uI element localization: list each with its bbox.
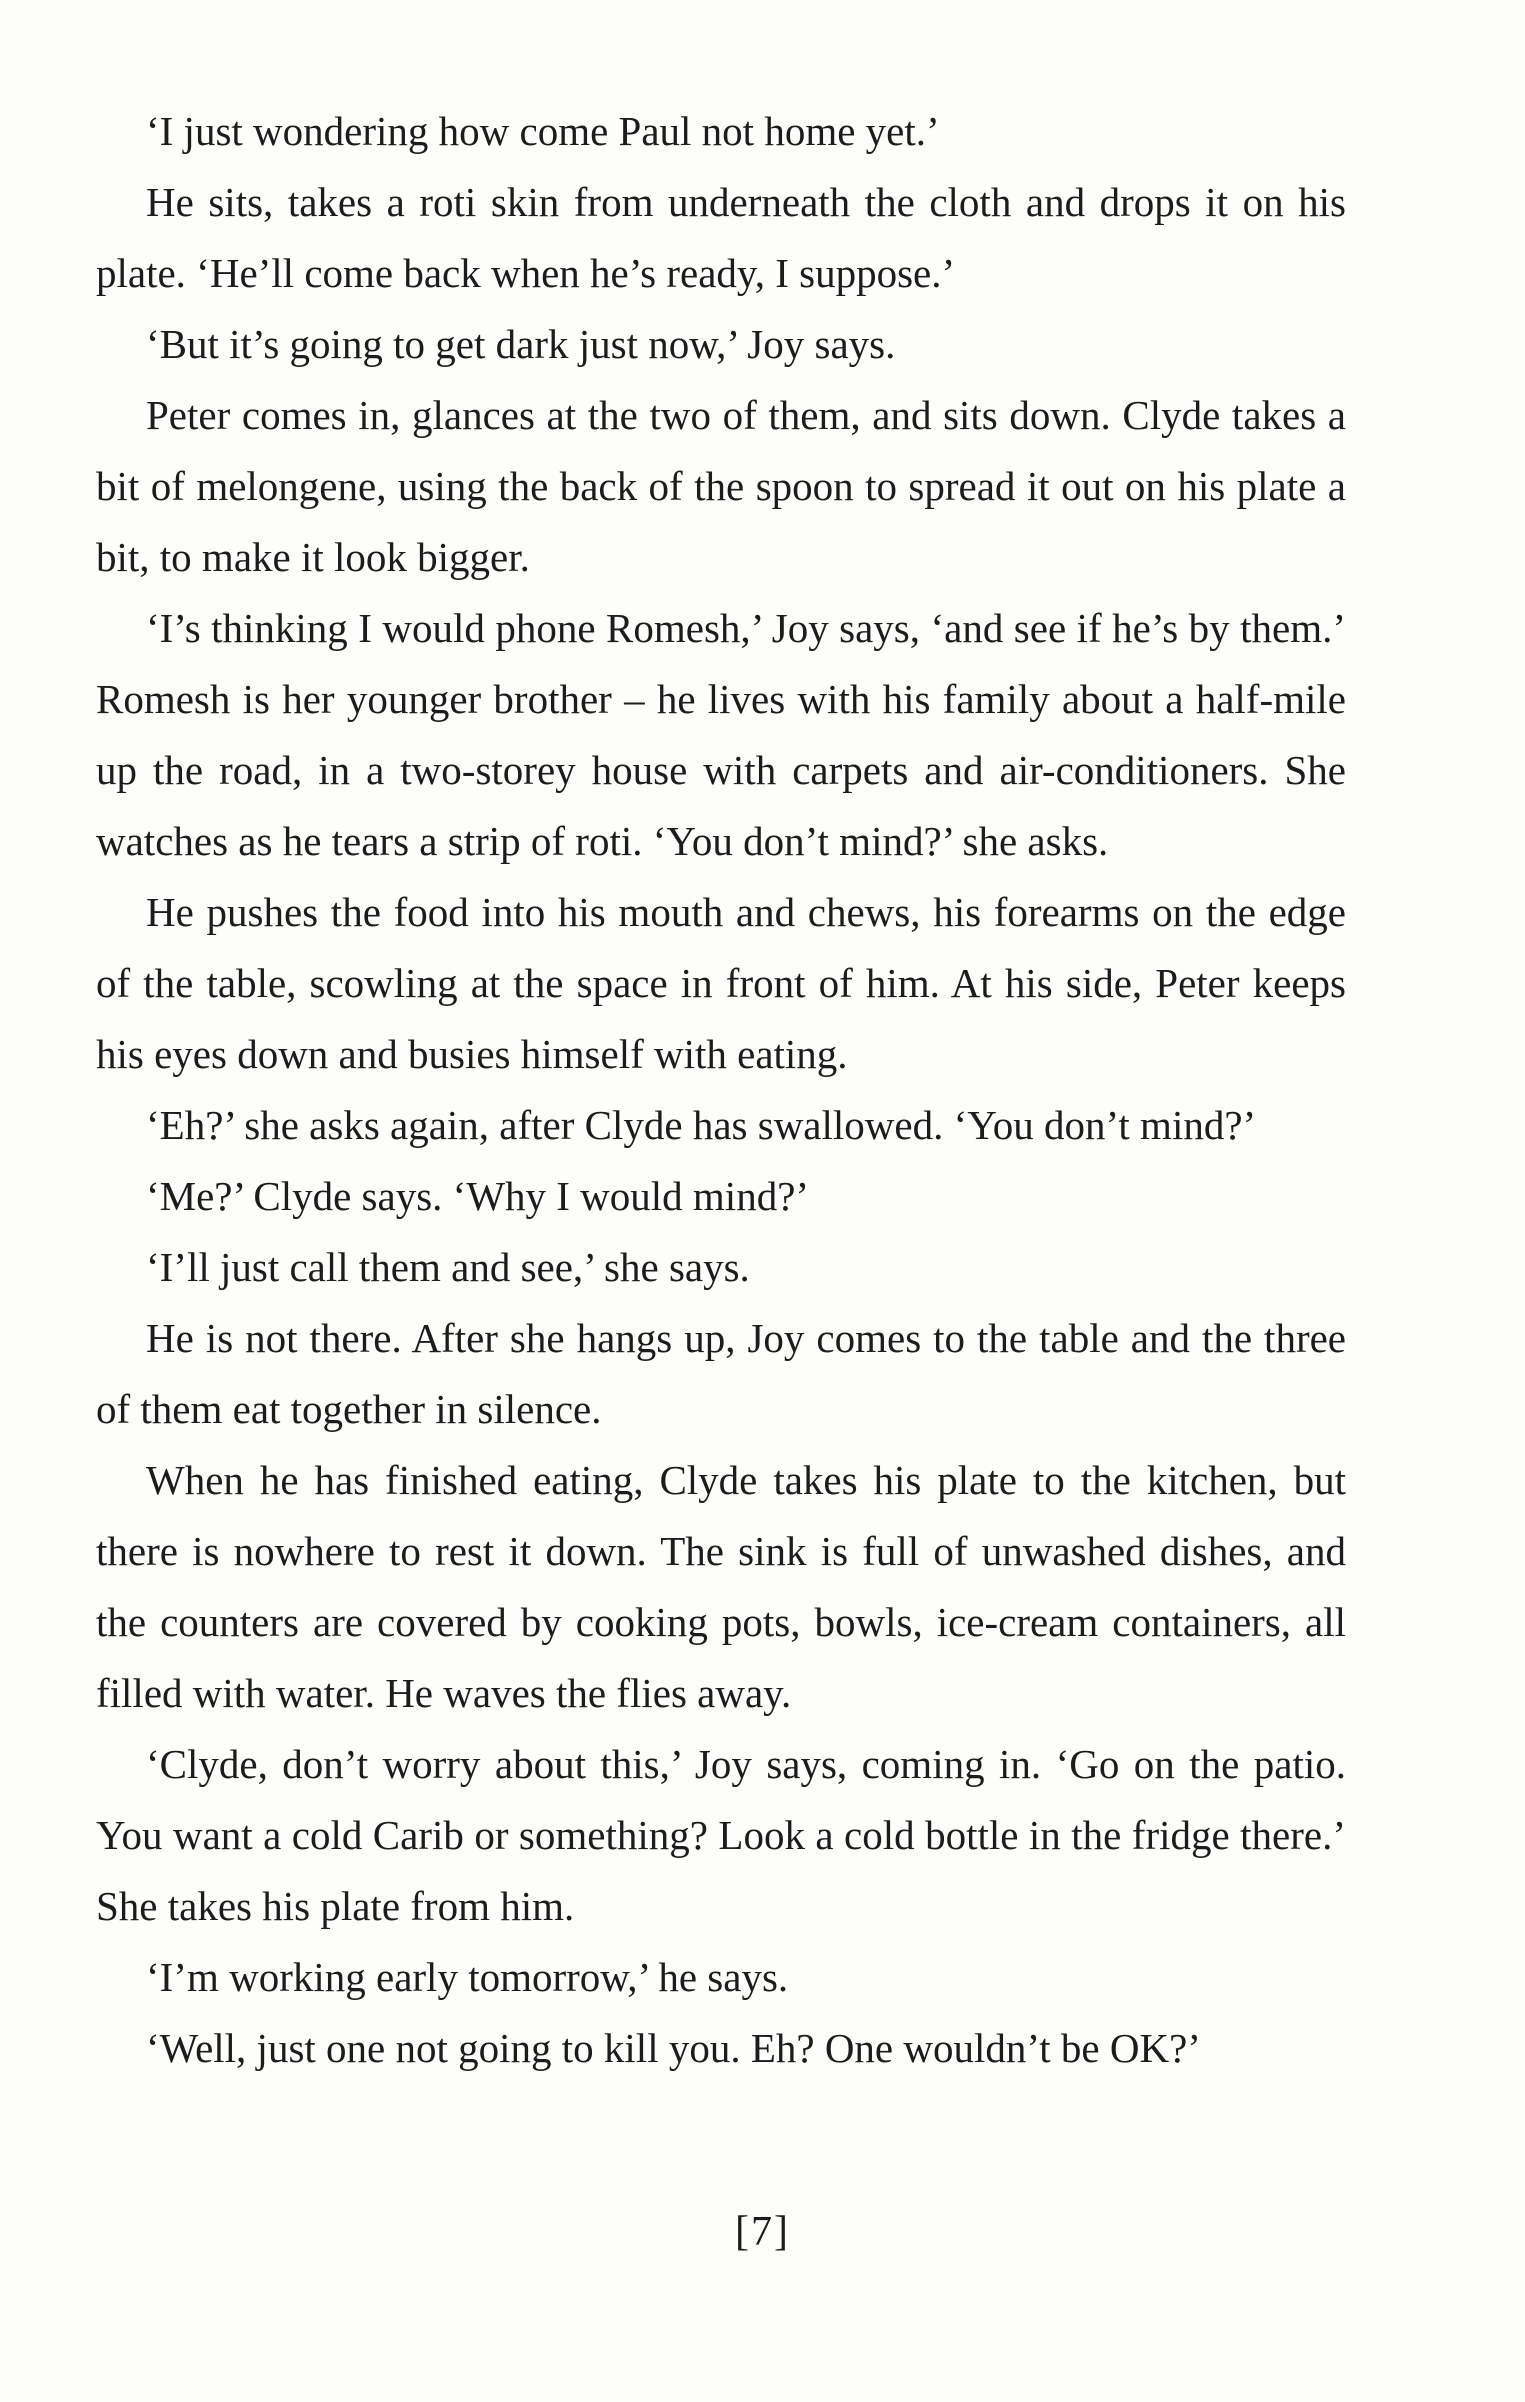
paragraph: He pushes the food into his mouth and chews, his forearms on the edge of the table, scowling at the space in front of him. At his side, Peter keeps his eyes down and busies himself with eating. (96, 889, 1346, 1077)
paragraph: ‘Eh?’ she asks again, after Clyde has swallowed. ‘You don’t mind?’ (146, 1102, 1257, 1148)
paragraph: ‘But it’s going to get dark just now,’ Joy says. (146, 321, 896, 367)
paragraph: ‘I’ll just call them and see,’ she says. (146, 1244, 750, 1290)
page-number: [7] (735, 2209, 790, 2255)
paragraph: ‘I’s thinking I would phone Romesh,’ Joy says, ‘and see if he’s by them.’ Romesh is her younger brother – he lives with his family about a half-mile up the road, in a two-storey house with carpets and air-conditioners. She watches as he tears a strip of roti. ‘You don’t mind?’ she asks. (96, 605, 1346, 864)
paragraph: ‘Clyde, don’t worry about this,’ Joy says, coming in. ‘Go on the patio. You want a cold Carib or something? Look a cold bottle in the fridge there.’ She takes his plate from him. (96, 1741, 1346, 1929)
paragraph: He is not there. After she hangs up, Joy comes to the table and the three of them eat together in silence. (96, 1315, 1346, 1432)
paragraph: When he has finished eating, Clyde takes his plate to the kitchen, but there is nowhere to rest it down. The sink is full of unwashed dishes, and the counters are covered by cooking pots, bowls, ice-cream containers, all filled with water. He waves the flies away. (96, 1457, 1346, 1716)
paragraph: ‘Well, just one not going to kill you. Eh? One wouldn’t be OK?’ (146, 2025, 1201, 2071)
paragraph: ‘I just wondering how come Paul not home yet.’ (146, 108, 940, 154)
paragraph: Peter comes in, glances at the two of them, and sits down. Clyde takes a bit of melongene, using the back of the spoon to spread it out on his plate a bit, to make it look bigger. (96, 392, 1346, 580)
paragraph: ‘Me?’ Clyde says. ‘Why I would mind?’ (146, 1173, 810, 1219)
body-text (96, 96, 1346, 2084)
paragraph: He sits, takes a roti skin from underneath the cloth and drops it on his plate. ‘He’ll come back when he’s ready, I suppose.’ (96, 179, 1346, 296)
paragraph: ‘I’m working early tomorrow,’ he says. (146, 1954, 789, 2000)
